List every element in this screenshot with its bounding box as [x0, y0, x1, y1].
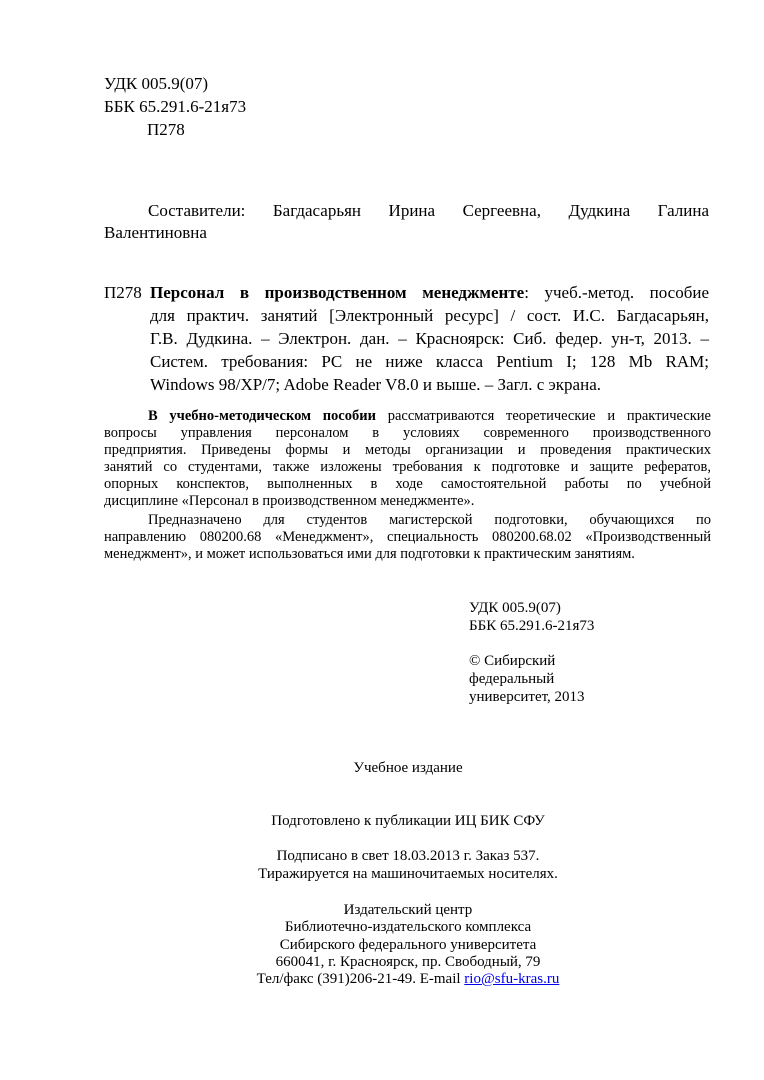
abstract-line-1	[148, 408, 711, 425]
bib-title: Персонал в производственном менеджменте	[150, 283, 525, 302]
publisher-line-3: Сибирского федерального университета	[279, 937, 537, 953]
copyright-line-1: © Сибирский	[469, 653, 556, 669]
signed-for-release: Подписано в свет 18.03.2013 г. Заказ 537.	[276, 848, 540, 864]
publisher-contact	[0, 971, 764, 988]
right-udk: УДК 005.9(07)	[469, 600, 561, 616]
bib-line-4: Систем. требования: PC не ниже класса Pentium I; 128 Mb RAM;	[150, 352, 709, 371]
bib-line-1-rest: : учеб.-метод. пособие	[524, 283, 710, 302]
abstract-line-2: вопросы управления персоналом в условиях современного производственного	[104, 425, 711, 441]
copies-note: Тиражируется на машиночитаемых носителях.	[258, 866, 558, 882]
purpose-line-2: направлению 080200.68 «Менеджмент», специальность 080200.68.02 «Производственный	[104, 529, 711, 545]
abstract-lead: В учебно-методическом пособии	[148, 408, 376, 424]
abstract-line-4: занятий со студентами, также изложены требования к подготовке и защите рефератов,	[104, 459, 711, 475]
bib-line-1	[150, 281, 709, 305]
purpose-line-1: Предназначено для студентов магистерской подготовки, обучающихся по	[148, 512, 711, 528]
publisher-line-1: Издательский центр	[343, 902, 473, 918]
right-bbk: ББК 65.291.6-21я73	[469, 618, 595, 634]
publisher-line-2: Библиотечно-издательского комплекса	[284, 919, 532, 935]
bib-code: П278	[104, 283, 142, 302]
email-link[interactable]: rio@sfu-kras.ru	[464, 971, 560, 987]
abstract-line-3: предприятия. Приведены формы и методы организации и проведения практических	[104, 442, 711, 458]
copyright-line-2: федеральный	[469, 671, 555, 687]
udk-code: УДК 005.9(07)	[104, 74, 209, 93]
abstract-line-6: дисциплине «Персонал в производственном менеджменте».	[104, 493, 475, 509]
copyright-line-3: университет, 2013	[469, 689, 585, 705]
bib-line-3: Г.В. Дудкина. – Электрон. дан. – Красноярск: Сиб. федер. ун-т, 2013. –	[150, 329, 709, 348]
edition-type: Учебное издание	[353, 760, 463, 776]
abstract-line-5: опорных конспектов, выполненных в ходе самостоятельной работы по учебной	[104, 476, 711, 492]
bbk-code: ББК 65.291.6-21я73	[104, 97, 247, 116]
purpose-line-3: менеджмент», и может использоваться ими для подготовки к практическим занятиям.	[104, 546, 635, 562]
bib-line-2: для практич. занятий [Электронный ресурс] / сост. И.С. Багдасарьян,	[150, 306, 709, 325]
phone-text: Тел/факс (391)206-21-49. E-mail	[256, 971, 465, 987]
compilers-line-2: Валентиновна	[104, 223, 207, 242]
compilers-line-1: Составители: Багдасарьян Ирина Сергеевна, Дудкина Галина	[148, 201, 709, 220]
abstract-line-1-rest: рассматриваются теоретические и практические	[375, 408, 711, 424]
bib-line-5: Windows 98/XP/7; Adobe Reader V8.0 и выше. – Загл. с экрана.	[150, 375, 601, 394]
prepared-by: Подготовлено к публикации ИЦ БИК СФУ	[271, 813, 545, 829]
publisher-address: 660041, г. Красноярск, пр. Свободный, 79	[275, 954, 541, 970]
author-mark: П278	[147, 120, 185, 139]
